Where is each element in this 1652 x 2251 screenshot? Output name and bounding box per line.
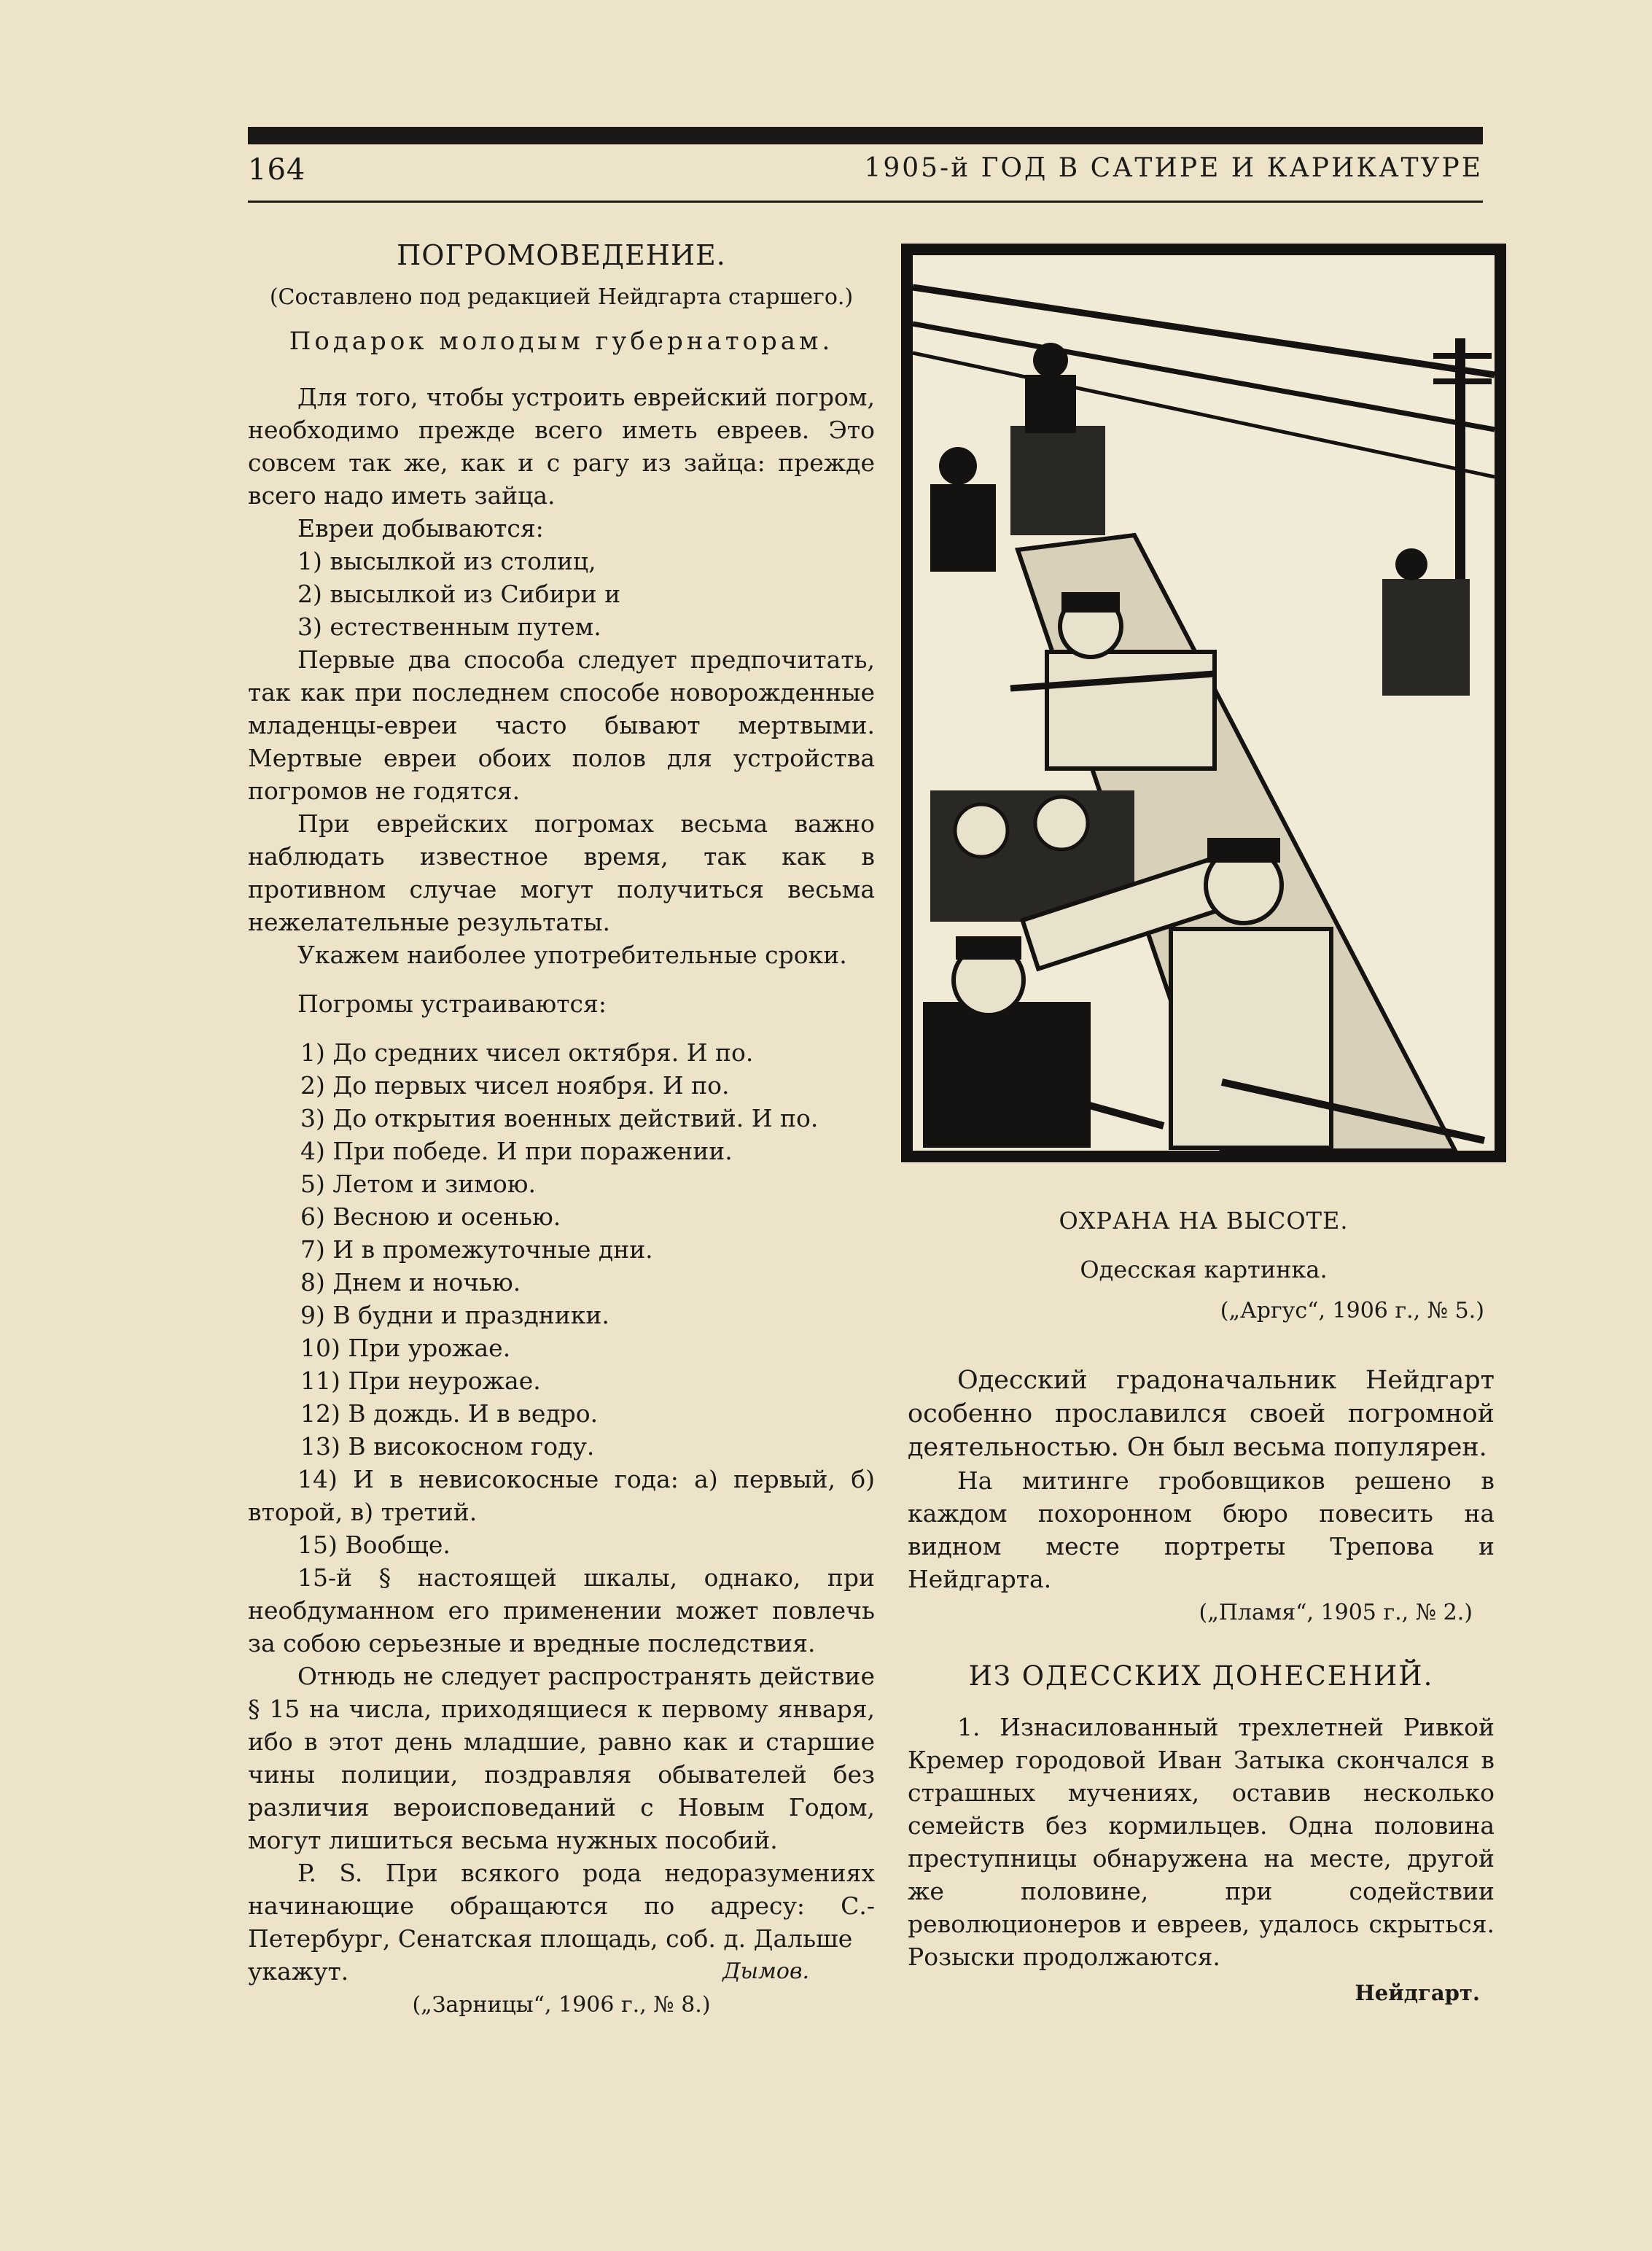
schedule-item: 2) До первых чисел ноября. И по. [300, 1071, 730, 1100]
list-item: 2) высылкой из Сибири и [297, 580, 621, 608]
right-column [908, 1364, 1495, 2005]
paragraph: 1. Изнасилованный трехлетней Ривкой Кремер городовой Иван Затыка скончался в страшных мучениях, оставив несколько семейств без кормильцев. Одна половина преступницы обнаружена на месте, другой же половине, при содействии революционеров и евреев, удалось скрыться. Розыски продолжаются. [908, 1713, 1495, 1971]
report-signature: Нейдгарт. [1355, 1980, 1480, 2005]
policeman-left [923, 1002, 1091, 1148]
schedule-item: 1) До средних чисел октября. И по. [300, 1038, 754, 1067]
schedule-item: 14) И в невисокосные года: а) первый, б) второй, в) третий. [248, 1465, 875, 1526]
schedule-intro: Погромы устраиваются: [297, 990, 607, 1018]
schedule-item: 13) В високосном году. [300, 1432, 595, 1461]
policeman-front [1171, 929, 1331, 1148]
author-signature: Дымов. [722, 1959, 809, 1984]
left-column [248, 233, 875, 2023]
schedule-item: 3) До открытия военных действий. И по. [300, 1104, 819, 1132]
source-citation: („Пламя“, 1905 г., № 2.) [1199, 1600, 1473, 1625]
schedule-item: 12) В дождь. И в ведро. [300, 1399, 599, 1428]
schedule-item: 4) При победе. И при поражении. [300, 1137, 733, 1165]
postscript: P. S. При всякого рода недоразумениях начинающие обращаются по адресу: С.-Петербург, Сенатская площадь, соб. д. Дальше [248, 1859, 875, 1953]
figure-on-chimney [1025, 375, 1076, 433]
illustration-source: („Аргус“, 1906 г., № 5.) [1220, 1298, 1484, 1323]
schedule-item: 15) Вообще. [297, 1531, 451, 1559]
report-body [908, 1711, 1495, 1973]
soldier-left [930, 484, 996, 572]
article-subtitle: (Составлено под редакцией Нейдгарта старшего.) [269, 284, 854, 310]
cartoon-illustration [901, 244, 1506, 1162]
illustration-subtitle: Одесская картинка. [1080, 1256, 1328, 1283]
source-citation: („Зарницы“, 1906 г., № 8.) [412, 1992, 711, 2018]
paragraph: 15-й § настоящей шкалы, однако, при необдуманном его применении может повлечь за собою серьезные и вредные последствия. [248, 1563, 875, 1657]
schedule-item: 5) Летом и зимою. [300, 1170, 536, 1198]
illustration-title: ОХРАНА НА ВЫСОТЕ. [1059, 1207, 1349, 1235]
article-body [248, 381, 875, 1988]
list-item: 3) естественным путем. [297, 613, 601, 641]
schedule-item: 10) При урожае. [300, 1334, 511, 1362]
paragraph: Первые два способа следует предпочитать, так как при последнем способе новорожденные младенцы-евреи часто бывают мертвыми. Мертвые евреи обоих полов для устройства погромов не годятся. [248, 645, 875, 805]
postscript-end: укажут. [248, 1957, 349, 1986]
chimney [1010, 426, 1105, 535]
schedule-item: 7) И в промежуточные дни. [300, 1235, 653, 1264]
schedule-item: 9) В будни и праздники. [300, 1301, 609, 1329]
soldier-with-rifle [1047, 652, 1215, 769]
paragraph: Одесский градоначальник Нейдгарт особенно прославился своей погромной деятельностью. Он был весьма популярен. [908, 1366, 1495, 1462]
list-item: 1) высылкой из столиц, [297, 547, 596, 575]
header-rule [248, 201, 1483, 203]
telegraph-pole [1455, 338, 1465, 586]
cartoon-drawing [901, 244, 1506, 1162]
paragraph: Отнюдь не следует распространять действие § 15 на числа, приходящиеся к первому января, ибо в этот день младшие, равно как и старшие чины полиции, поздравляя обывателей без различия вероисповеданий с Новым Годом, могут лишиться весьма нужных пособий. [248, 1662, 875, 1854]
paragraph: При еврейских погромах весьма важно наблюдать известное время, так как в противном случае могут получиться весьма нежелательные результаты. [248, 809, 875, 936]
paragraph: Евреи добываются: [297, 514, 544, 543]
top-rule [248, 127, 1483, 144]
right-body-2 [908, 1464, 1495, 1595]
running-title: 1905-й ГОД В САТИРЕ И КАРИКАТУРЕ [864, 153, 1483, 183]
dedication: Подарок молодым губернаторам. [289, 327, 834, 356]
schedule-item: 8) Днем и ночью. [300, 1268, 521, 1296]
paragraph: На митинге гробовщиков решено в каждом похоронном бюро повесить на видном месте портреты Трепова и Нейдгарта. [908, 1466, 1495, 1593]
paragraph: Укажем наиболее употребительные сроки. [297, 941, 847, 969]
schedule-item: 11) При неурожае. [300, 1366, 541, 1395]
paragraph: Для того, чтобы устроить еврейский погром, необходимо прежде всего иметь евреев. Это совсем так же, как и с рагу из зайца: прежде всего надо иметь зайца. [248, 383, 875, 510]
signature-line [248, 1955, 875, 1988]
schedule-item: 6) Весною и осенью. [300, 1202, 561, 1231]
right-body [908, 1364, 1495, 1464]
distant-chimney [1382, 579, 1470, 696]
article-title: ПОГРОМОВЕДЕНИЕ. [397, 239, 726, 271]
section-title: ИЗ ОДЕССКИХ ДОНЕСЕНИЙ. [968, 1660, 1434, 1692]
page-number: 164 [248, 153, 306, 187]
